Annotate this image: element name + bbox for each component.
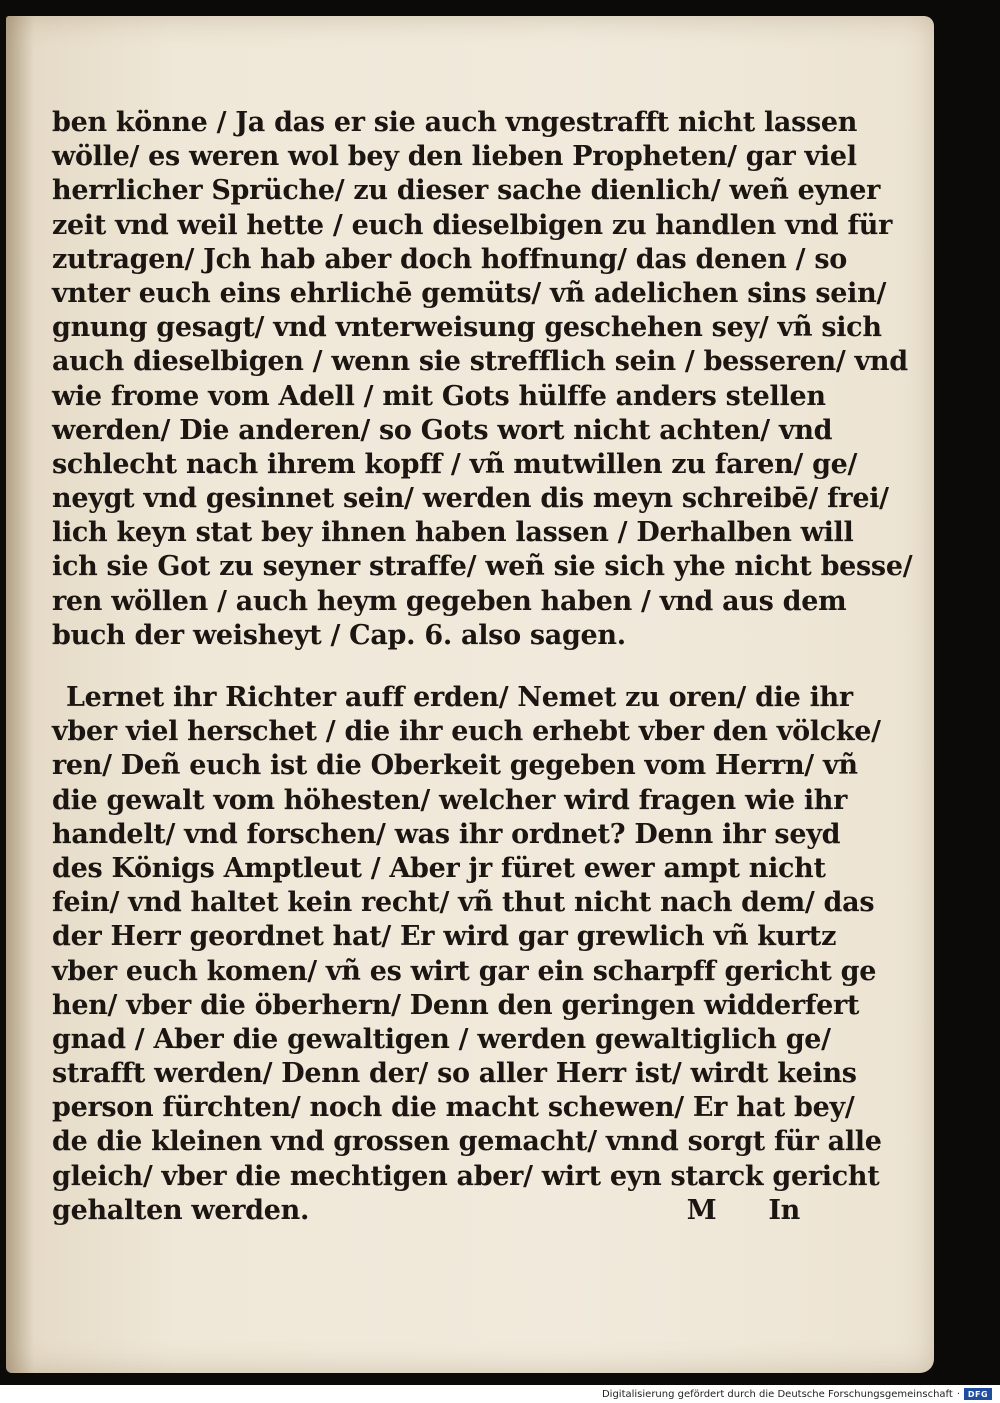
text-line: person fürchten/ noch die macht schewen/ Er hat bey/ xyxy=(52,1092,855,1124)
paragraph-2 xyxy=(52,681,882,1228)
book-page xyxy=(6,16,934,1373)
footer-credit: Digitalisierung gefördert durch die Deutsche Forschungsgemeinschaft xyxy=(601,1388,953,1400)
signature-mark: M xyxy=(686,1194,717,1226)
page-bottom-marks xyxy=(52,1194,812,1228)
text-line: werden/ Die anderen/ so Gots wort nicht achten/ vnd xyxy=(52,414,833,446)
text-block xyxy=(52,106,913,1228)
text-line: fein/ vnd haltet kein recht/ vñ thut nicht nach dem/ das xyxy=(52,887,875,919)
catchword: In xyxy=(768,1194,800,1226)
text-line: strafft werden/ Denn der/ so aller Herr ist/ wirdt keins xyxy=(52,1058,857,1090)
text-line: de die kleinen vnd grossen gemacht/ vnnd sorgt für alle xyxy=(52,1126,882,1158)
paragraph-1 xyxy=(52,106,913,653)
text-line: gleich/ vber die mechtigen aber/ wirt eyn starck gericht xyxy=(52,1160,880,1192)
text-line: vnter euch eins ehrlichē gemüts/ vñ adelichen sins sein/ xyxy=(52,277,887,309)
text-line: ich sie Got zu seyner straffe/ weñ sie sich yhe nicht besse/ xyxy=(52,551,913,583)
text-line: lich keyn stat bey ihnen haben lassen / Derhalben will xyxy=(52,517,854,549)
text-line: wölle/ es weren wol bey den lieben Propheten/ gar viel xyxy=(52,141,857,173)
text-line: gnung gesagt/ vnd vnterweisung geschehen sey/ vñ sich xyxy=(52,312,882,344)
text-line: gehalten werden. xyxy=(52,1194,310,1226)
text-line: vber euch komen/ vñ es wirt gar ein scharpff gericht ge xyxy=(52,955,877,987)
text-line: herrlicher Sprüche/ zu dieser sache dienlich/ weñ eyner xyxy=(52,175,881,207)
text-line: vber viel herschet / die ihr euch erhebt vber den völcke/ xyxy=(52,716,881,748)
text-line: wie frome vom Adell / mit Gots hülffe anders stellen xyxy=(52,380,826,412)
text-line: der Herr geordnet hat/ Er wird gar grewlich vñ kurtz xyxy=(52,921,837,953)
text-line: buch der weisheyt / Cap. 6. also sagen. xyxy=(52,619,626,651)
footer-separator: · xyxy=(956,1388,960,1400)
text-line: zeit vnd weil hette / euch dieselbigen zu handlen vnd für xyxy=(52,209,893,241)
text-line: hen/ vber die öberhern/ Denn den geringen widderfert xyxy=(52,989,860,1021)
text-line: ren/ Deñ euch ist die Oberkeit gegeben vom Herrn/ vñ xyxy=(52,750,858,782)
dfg-logo-icon: DFG xyxy=(964,1388,992,1400)
text-line: ren wöllen / auch heym gegeben haben / vnd aus dem xyxy=(52,585,847,617)
text-line: Lernet ihr Richter auff erden/ Nemet zu oren/ die ihr xyxy=(66,682,853,713)
text-line: ben könne / Ja das er sie auch vngestrafft nicht lassen xyxy=(52,107,858,138)
text-line: gnad / Aber die gewaltigen / werden gewaltiglich ge/ xyxy=(52,1023,831,1055)
text-line: auch dieselbigen / wenn sie strefflich sein / besseren/ vnd xyxy=(52,346,908,378)
text-line: handelt/ vnd forschen/ was ihr ordnet? Denn ihr seyd xyxy=(52,818,841,850)
text-line: zutragen/ Jch hab aber doch hoffnung/ das denen / so xyxy=(52,243,847,275)
text-line: neygt vnd gesinnet sein/ werden dis meyn schreibē/ frei/ xyxy=(52,483,889,515)
text-line: des Königs Amptleut / Aber jr füret ewer ampt nicht xyxy=(52,852,826,884)
text-line: die gewalt vom höhesten/ welcher wird fragen wie ihr xyxy=(52,784,848,816)
digitization-footer xyxy=(0,1385,1000,1403)
paragraph-gap xyxy=(52,653,812,681)
text-line: schlecht nach ihrem kopff / vñ mutwillen zu faren/ ge/ xyxy=(52,448,858,480)
